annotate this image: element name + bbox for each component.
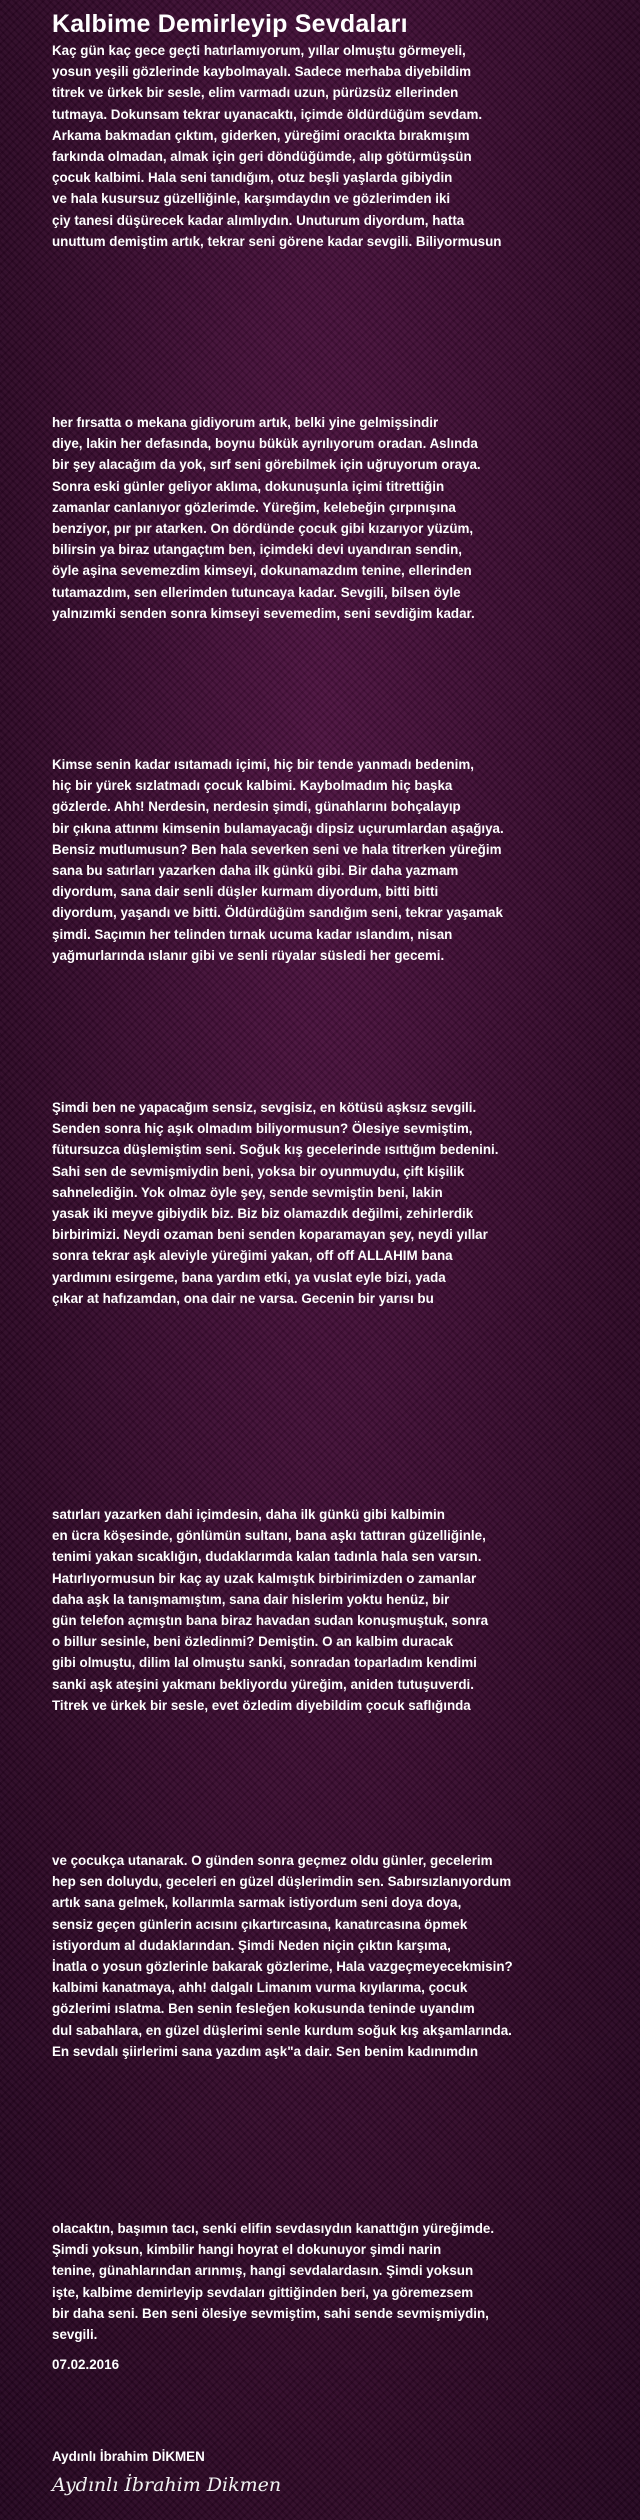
poem-paragraph: Kimse senin kadar ısıtamadı içimi, hiç bir tende yanmadı bedenim, hiç bir yürek sızlatmadı çocuk kalbimi. Kaybolmadım hiç başka gözlerde. Ahh! Nerdesin, nerdesin şimdi, günahlarını bohçalayıp bir çıkına attınmı kimsenin bulamayacağı dipsiz uçurumlardan aşağıya. Bensiz mutlumusun? Ben hala severken seni ve hala titrerken yüreğim sana bu satırları yazarken daha ilk günkü gibi. Bir daha yazmam diyordum, sana dair senli düşler kurmam diyordum, bitti bitti diyordum, yaşandı ve bitti. Öldürdüğüm sandığım seni, tekrar yaşamak şimdi. Saçımın her telinden tırnak ucuma kadar ıslandım, nisan yağmurlarında ıslanır gibi ve senli rüyalar süsledi her gecemi. <box>52 757 504 963</box>
author-signature: Aydınlı İbrahim Dikmen <box>52 2474 282 2496</box>
poem-title: Kalbime Demirleyip Sevdaları <box>52 10 408 38</box>
poem-paragraph: Kaç gün kaç gece geçti hatırlamıyorum, yıllar olmuştu görmeyeli, yosun yeşili gözlerinde kaybolmayalı. Sadece merhaba diyebildim titrek ve ürkek bir sesle, elim varmadı uzun, pürüzsüz ellerinden tutmaya. Dokunsam tekrar uyanacaktı, içimde öldürdüğüm sevdam. Arkama bakmadan çıktım, giderken, yüreğimi oracıkta bırakmışım farkında olmadan, almak için geri döndüğümde, alıp götürmüşsün çocuk kalbimi. Hala seni tanıdığım, otuz beşli yaşlarda gibiydin ve hala kusursuz güzelliğinle, karşımdaydın ve gözlerimden iki çiy tanesi düşürecek kadar alımlıydın. Unuturum diyordum, hatta unuttum demiştim artık, tekrar seni görene kadar sevgili. Biliyormusun <box>52 43 502 249</box>
poem-paragraph: satırları yazarken dahi içimdesin, daha ilk günkü gibi kalbimin en ücra köşesinde, gönlümün sultanı, bana aşkı tattıran güzelliğinle, tenimi yakan sıcaklığın, dudaklarımda kalan tadınla hala sen varsın. Hatırlıyormusun bir kaç ay uzak kalmıştık birbirimizden o zamanlar daha aşk la tanışmamıştım, sana dair hislerim yoktu henüz, bir gün telefon açmıştın bana biraz havadan sudan konuşmuştuk, sonra o billur sesinle, beni özledinmi? Demiştin. O an kalbim duracak gibi olmuştu, dilim lal olmuştu sanki, sonradan toparladım kendimi sanki aşk ateşini yakmanı bekliyordu yüreğim, aniden tutuşuverdi. Titrek ve ürkek bir sesle, evet özledim diyebildim çocuk saflığında <box>52 1507 489 1713</box>
poem-date: 07.02.2016 <box>52 2357 120 2372</box>
poem-paragraph: her fırsatta o mekana gidiyorum artık, belki yine gelmişsindir diye, lakin her defasında, boynu bükük ayrılıyorum oradan. Aslında bir şey alacağım da yok, sırf seni görebilmek için uğruyorum oraya. Sonra eski günler geliyor aklıma, dokunuşunla içimi titrettiğin zamanlar canlanıyor gözlerimde. Yüreğim, kelebeğin çırpınışına benziyor, pır pır atarken. On dördünde çocuk gibi kızarıyor yüzüm, bilirsin ya biraz utangaçtım ben, içimdeki devi uyandıran sendin, öyle aşina sevemezdim kimseyi, dokunamazdım tenine, ellerinden tutamazdım, sen ellerimden tutuncaya kadar. Sevgili, bilsen öyle yalnızımki senden sonra kimseyi sevemedim, seni sevdiğim kadar. <box>52 415 481 621</box>
poem-paragraph: Şimdi ben ne yapacağım sensiz, sevgisiz, en kötüsü aşksız sevgili. Senden sonra hiç aşık olmadım biliyormusun? Ölesiye sevmiştim, fütursuzca düşlemiştim seni. Soğuk kış gecelerinde ısıttığım bedenini. Sahi sen de sevmişmiydin beni, yoksa bir oyunmuydu, çift kişilik sahnelediğin. Yok olmaz öyle şey, sende sevmiştin beni, lakin yasak iki meyve gibiydik biz. Biz biz olamazdık değilmi, zehirlerdik birbirimizi. Neydi ozaman beni senden koparamayan şey, neydi yıllar sonra tekrar aşk aleviyle yüreğimi yakan, off off ALLAHIM bana yardımını esirgeme, bana yardım etki, ya vuslat eyle bizi, yada çıkar at hafızamdan, ona dair ne varsa. Gecenin bir yarısı bu <box>52 1100 499 1306</box>
poem-paragraph: olacaktın, başımın tacı, senki elifin sevdasıydın kanattığın yüreğimde. Şimdi yoksun, kimbilir hangi hoyrat el dokunuyor şimdi narin tenine, günahlarından arınmış, hangi sevdalardasın. Şimdi yoksun işte, kalbime demirleyip sevdaları gittiğinden beri, ya göremezsem bir daha seni. Ben seni ölesiye sevmiştim, sahi sende sevmişmiydin, sevgili. <box>52 2221 495 2343</box>
poem-paragraph: ve çocukça utanarak. O günden sonra geçmez oldu günler, gecelerim hep sen doluydu, geceleri en güzel düşlerimdin sen. Sabırsızlanıyordum artık sana gelmek, kollarımla sarmak istiyordum seni doya doya, sensiz geçen günlerin acısını çıkartırcasına, kanatırcasına öpmek istiyordum al dudaklarından. Şimdi Neden niçin çıktın karşıma, İnatla o yosun gözlerinle bakarak gözlerime, Hala vazgeçmeyecekmisin? kalbimi kanatmaya, ahh! dalgalı Limanım vurma kıyılarıma, çocuk gözlerimi ıslatma. Ben senin fesleğen kokusunda teninde uyandım dul sabahlara, en güzel düşlerimi senle kurdum soğuk kış akşamlarında. En sevdalı şiirlerimi sana yazdım aşk"a dair. Sen benim kadınımdın <box>52 1853 513 2059</box>
poem-author: Aydınlı İbrahim DİKMEN <box>52 2449 205 2464</box>
